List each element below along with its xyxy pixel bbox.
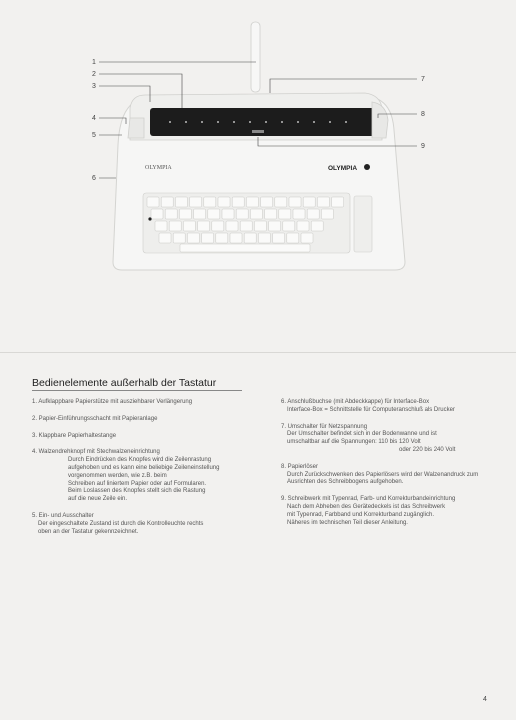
list-item: 1. Aufklappbare Papierstütze mit ausziehbarer Verlängerung <box>32 399 193 405</box>
callout-1: 1 <box>92 59 96 66</box>
key <box>151 209 163 219</box>
key <box>265 209 277 219</box>
key <box>187 233 199 243</box>
callout-4: 4 <box>92 115 96 122</box>
left-column <box>32 399 257 545</box>
brand-left: OLYMPIA <box>145 165 172 171</box>
key <box>254 221 266 231</box>
space-bar <box>180 244 310 252</box>
key <box>208 209 220 219</box>
list-item: 4. Walzendrehknopf mit Stechwalzeneinrichtung Durch Eindrücken des Knopfes wird die Zeilenrastung aufgehoben und es kann eine beliebige Zeileneinstellung vorgenommen werden, wie z.B. beim Schreiben auf liniertem Papier oder auf Formularen. Beim Loslassen des Knopfes stellt sich die Rastung auf die neue Zeile ein. <box>32 449 220 503</box>
list-item: 6. Anschlußbuchse (mit Abdeckkappe) für Interface-Box Interface-Box = Schnittstelle für Computeranschluß als Drucker <box>281 399 455 413</box>
key <box>311 221 323 231</box>
callout-6: 6 <box>92 175 96 182</box>
key <box>332 197 344 207</box>
key <box>226 221 238 231</box>
key <box>283 221 295 231</box>
callout-8: 8 <box>421 111 425 118</box>
key <box>216 233 228 243</box>
key <box>173 233 185 243</box>
list-item: 5. Ein- und Ausschalter Der eingeschaltete Zustand ist durch die Kontrolleuchte rechts oben an der Tastatur gekennzeichnet. <box>32 512 204 535</box>
key <box>293 209 305 219</box>
callout-7: 7 <box>421 76 425 83</box>
power-indicator-icon <box>148 217 151 220</box>
key <box>273 233 285 243</box>
olympia-logo-icon <box>364 164 370 170</box>
key <box>218 197 230 207</box>
key <box>261 197 273 207</box>
key <box>169 221 181 231</box>
key <box>289 197 301 207</box>
callout-9: 9 <box>421 143 425 150</box>
callout-5: 5 <box>92 132 96 139</box>
key <box>275 197 287 207</box>
key <box>222 209 234 219</box>
key <box>230 233 242 243</box>
key <box>179 209 191 219</box>
numeric-pad <box>354 196 372 252</box>
callout-2: 2 <box>92 71 96 78</box>
key <box>161 197 173 207</box>
typewriter-illustration <box>0 0 516 290</box>
key <box>303 197 315 207</box>
key <box>147 197 159 207</box>
key <box>175 197 187 207</box>
key <box>159 233 171 243</box>
list-item: 8. Papierlöser Durch Zurückschwenken des Papierlösers wird der Walzenandruck zum Ausrichten des Schreibbogens aufgehoben. <box>281 463 479 486</box>
list-item: 7. Umschalter für Netzspannung Der Umschalter befindet sich in der Bodenwanne und ist umschaltbar auf die Spannungen: 110 bis 120 Volt oder 220 bis 240 Volt <box>281 423 456 453</box>
left-knob <box>128 118 144 138</box>
key <box>190 197 202 207</box>
list-item: 2. Papier-Einführungsschacht mit Papieranlage <box>32 415 158 422</box>
page-number: 4 <box>483 696 487 703</box>
key <box>244 233 256 243</box>
brand-right: OLYMPIA <box>328 165 358 172</box>
key <box>165 209 177 219</box>
key <box>269 221 281 231</box>
key <box>198 221 210 231</box>
key <box>250 209 262 219</box>
callout-3: 3 <box>92 83 96 90</box>
key <box>317 197 329 207</box>
key <box>321 209 333 219</box>
right-column <box>281 399 496 536</box>
key <box>240 221 252 231</box>
key <box>258 233 270 243</box>
key <box>204 197 216 207</box>
key <box>202 233 214 243</box>
key <box>155 221 167 231</box>
key <box>232 197 244 207</box>
page-fold <box>0 352 516 353</box>
list-item: 9. Schreibwerk mit Typenrad, Farb- und Korrekturbandeinrichtung Nach dem Abheben des Gerätedeckels ist das Schreibwerk mit Typenrad, Farbband und Korrekturband zugänglich. Näheres im technischen Teil dieser Anleitung. <box>281 496 456 526</box>
key <box>183 221 195 231</box>
key <box>297 221 309 231</box>
key <box>246 197 258 207</box>
key <box>212 221 224 231</box>
paper-support <box>251 22 260 92</box>
key <box>301 233 313 243</box>
title-rule <box>32 390 242 391</box>
key <box>236 209 248 219</box>
key <box>287 233 299 243</box>
section-title: Bedienelemente außerhalb der Tastatur <box>32 377 217 389</box>
key <box>194 209 206 219</box>
key <box>279 209 291 219</box>
key <box>307 209 319 219</box>
list-item: 3. Klappbare Papierhaltestange <box>32 432 117 439</box>
